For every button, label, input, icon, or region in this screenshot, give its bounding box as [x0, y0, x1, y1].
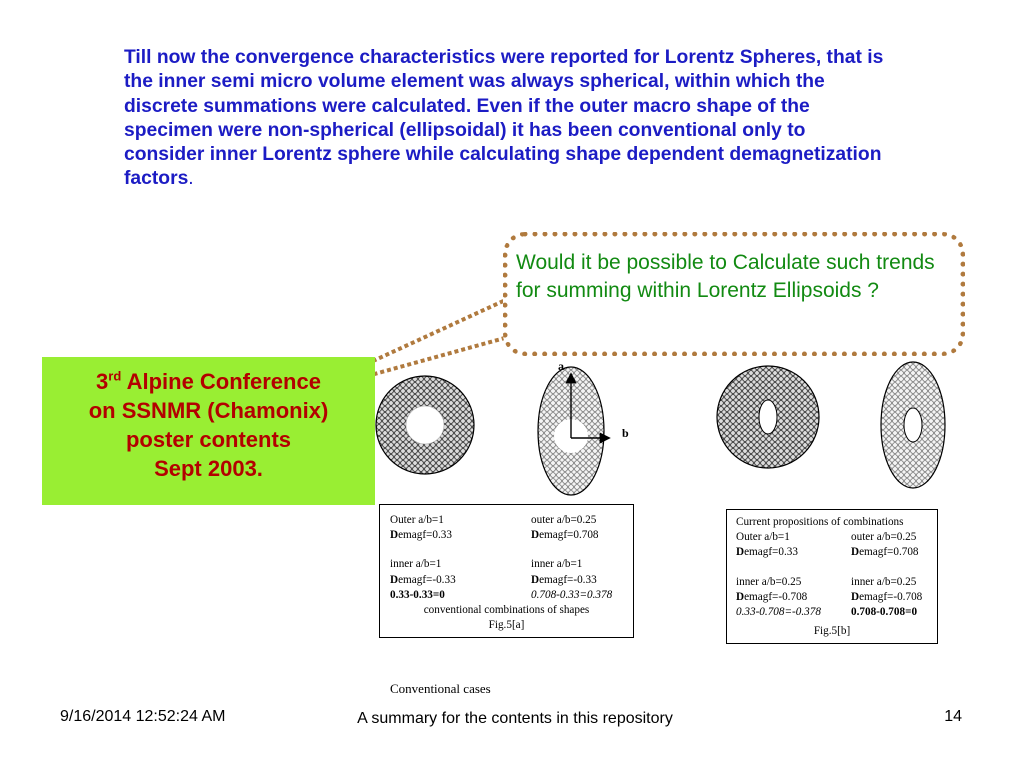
- fig-5b-outer-ratio-1: Outer a/b=1: [736, 531, 790, 544]
- ellipsoid-in-sphere-shape: [717, 366, 819, 468]
- fig-5a-result-2: 0.708-0.33=0.378: [531, 588, 613, 601]
- fig-5b-row: [736, 590, 937, 605]
- fig-5b-row: [736, 530, 937, 545]
- fig-5b-demag-d: D: [851, 546, 860, 559]
- fig-5a-demag-value: emagf=-0.33: [398, 573, 456, 586]
- conference-ordinal: 3: [96, 369, 109, 394]
- fig-5b-label: Fig.5[b]: [813, 625, 851, 638]
- fig-5a-row: [390, 588, 633, 603]
- footer-title: A summary for the contents in this repository: [357, 710, 673, 727]
- fig-5a-caption-box: [379, 504, 634, 638]
- ellipsoid-in-ellipsoid-shape: [881, 362, 945, 488]
- fig-5b-demag-value: emagf=0.708: [859, 546, 919, 559]
- fig-5b-result-2: 0.708-0.708=0: [851, 606, 918, 619]
- callout-text: Would it be possible to Calculate such trends for summing within Lorentz Ellipsoids ?: [516, 251, 935, 302]
- conference-line-2: on SSNMR (Chamonix): [88, 398, 329, 423]
- fig-5b-demag-value: emagf=-0.708: [859, 590, 923, 603]
- fig-5a-demag-outer-1: [390, 528, 531, 543]
- axis-a-label: a: [558, 359, 564, 373]
- intro-paragraph: [124, 46, 884, 192]
- fig-5b-result-1: 0.33-0.708=-0.378: [736, 606, 821, 619]
- fig-5a-demag-inner-1: [390, 573, 531, 588]
- fig-5a-demag-value: emagf=0.708: [539, 529, 599, 542]
- fig-5b-demag-value: emagf=-0.708: [744, 590, 808, 603]
- fig-5b-inner-ratio-1: inner a/b=0.25: [736, 575, 802, 588]
- fig-5b-demag-value: emagf=0.33: [744, 546, 798, 559]
- fig-5b-row: [736, 605, 937, 620]
- fig-5a-demag-inner-2: [531, 573, 597, 588]
- axis-b-label: b: [622, 426, 629, 440]
- fig-5b-demag-d: D: [736, 590, 745, 603]
- fig-5a-inner-ratio-1: inner a/b=1: [390, 558, 442, 571]
- fig-5a-demag-outer-2: [531, 528, 599, 543]
- fig-5a-description: conventional combinations of shapes: [423, 604, 590, 617]
- fig-5a-label: Fig.5[a]: [488, 619, 525, 632]
- fig-5b-row: [736, 545, 937, 560]
- fig-5b-outer-ratio-2: outer a/b=0.25: [851, 531, 917, 544]
- fig-5b-row: [736, 575, 937, 590]
- intro-text: Till now the convergence characteristics were reported for Lorentz Spheres, that is the inner semi micro volume element was always spherical, within which the discrete summations were calculated. Even if the outer macro shape of the specimen were non-spherical (ellipsoidal) it has been conventional only to consider inner Lorentz sphere while calculating shape dependent demagnetization factors: [124, 47, 884, 190]
- fig-5a-row: [390, 573, 633, 588]
- fig-5b-heading: Current propositions of combinations: [736, 516, 904, 528]
- fig-5a-demag-value: emagf=-0.33: [539, 573, 597, 586]
- conference-name: Alpine Conference: [121, 369, 321, 394]
- fig-5a-demag-d: D: [531, 573, 540, 586]
- conventional-cases-caption: Conventional cases: [390, 681, 491, 696]
- conference-box: [42, 357, 375, 505]
- conference-line-1: [42, 367, 375, 396]
- fig-5b-demag-outer-1: [736, 545, 851, 560]
- question-callout: [503, 232, 965, 356]
- conference-line-4: Sept 2003.: [154, 456, 263, 481]
- fig-5b-caption-box: [726, 509, 938, 644]
- conference-line-3: poster contents: [125, 427, 292, 452]
- fig-5a-result-1: 0.33-0.33=0: [390, 588, 445, 601]
- fig-5a-row: [390, 513, 633, 528]
- sphere-in-sphere-shape: [376, 376, 474, 474]
- fig-5b-demag-inner-1: [736, 590, 851, 605]
- fig-5a-outer-ratio-1: Outer a/b=1: [390, 514, 444, 526]
- fig-5a-demag-d: D: [390, 573, 399, 586]
- fig-5a-row: [390, 557, 633, 572]
- sphere-in-ellipsoid-shape: [538, 359, 629, 495]
- shape-diagram: [370, 358, 970, 508]
- fig-5b-demag-d: D: [736, 546, 745, 559]
- fig-5a-demag-value: emagf=0.33: [398, 529, 452, 542]
- fig-5a-row: [390, 528, 633, 543]
- intro-period: .: [188, 168, 194, 190]
- fig-5b-demag-d: D: [851, 590, 860, 603]
- fig-5a-demag-d: D: [390, 529, 399, 542]
- fig-5a-inner-ratio-2: inner a/b=1: [531, 558, 583, 571]
- fig-5b-demag-outer-2: [851, 545, 919, 560]
- conference-ordinal-suffix: rd: [108, 368, 122, 384]
- fig-5a-outer-ratio-2: outer a/b=0.25: [531, 514, 597, 526]
- fig-5a-demag-d: D: [531, 529, 540, 542]
- footer-page-number: 14: [944, 708, 962, 725]
- footer-datetime: 9/16/2014 12:52:24 AM: [60, 708, 226, 725]
- fig-5b-inner-ratio-2: inner a/b=0.25: [851, 575, 917, 588]
- fig-5b-demag-inner-2: [851, 590, 922, 605]
